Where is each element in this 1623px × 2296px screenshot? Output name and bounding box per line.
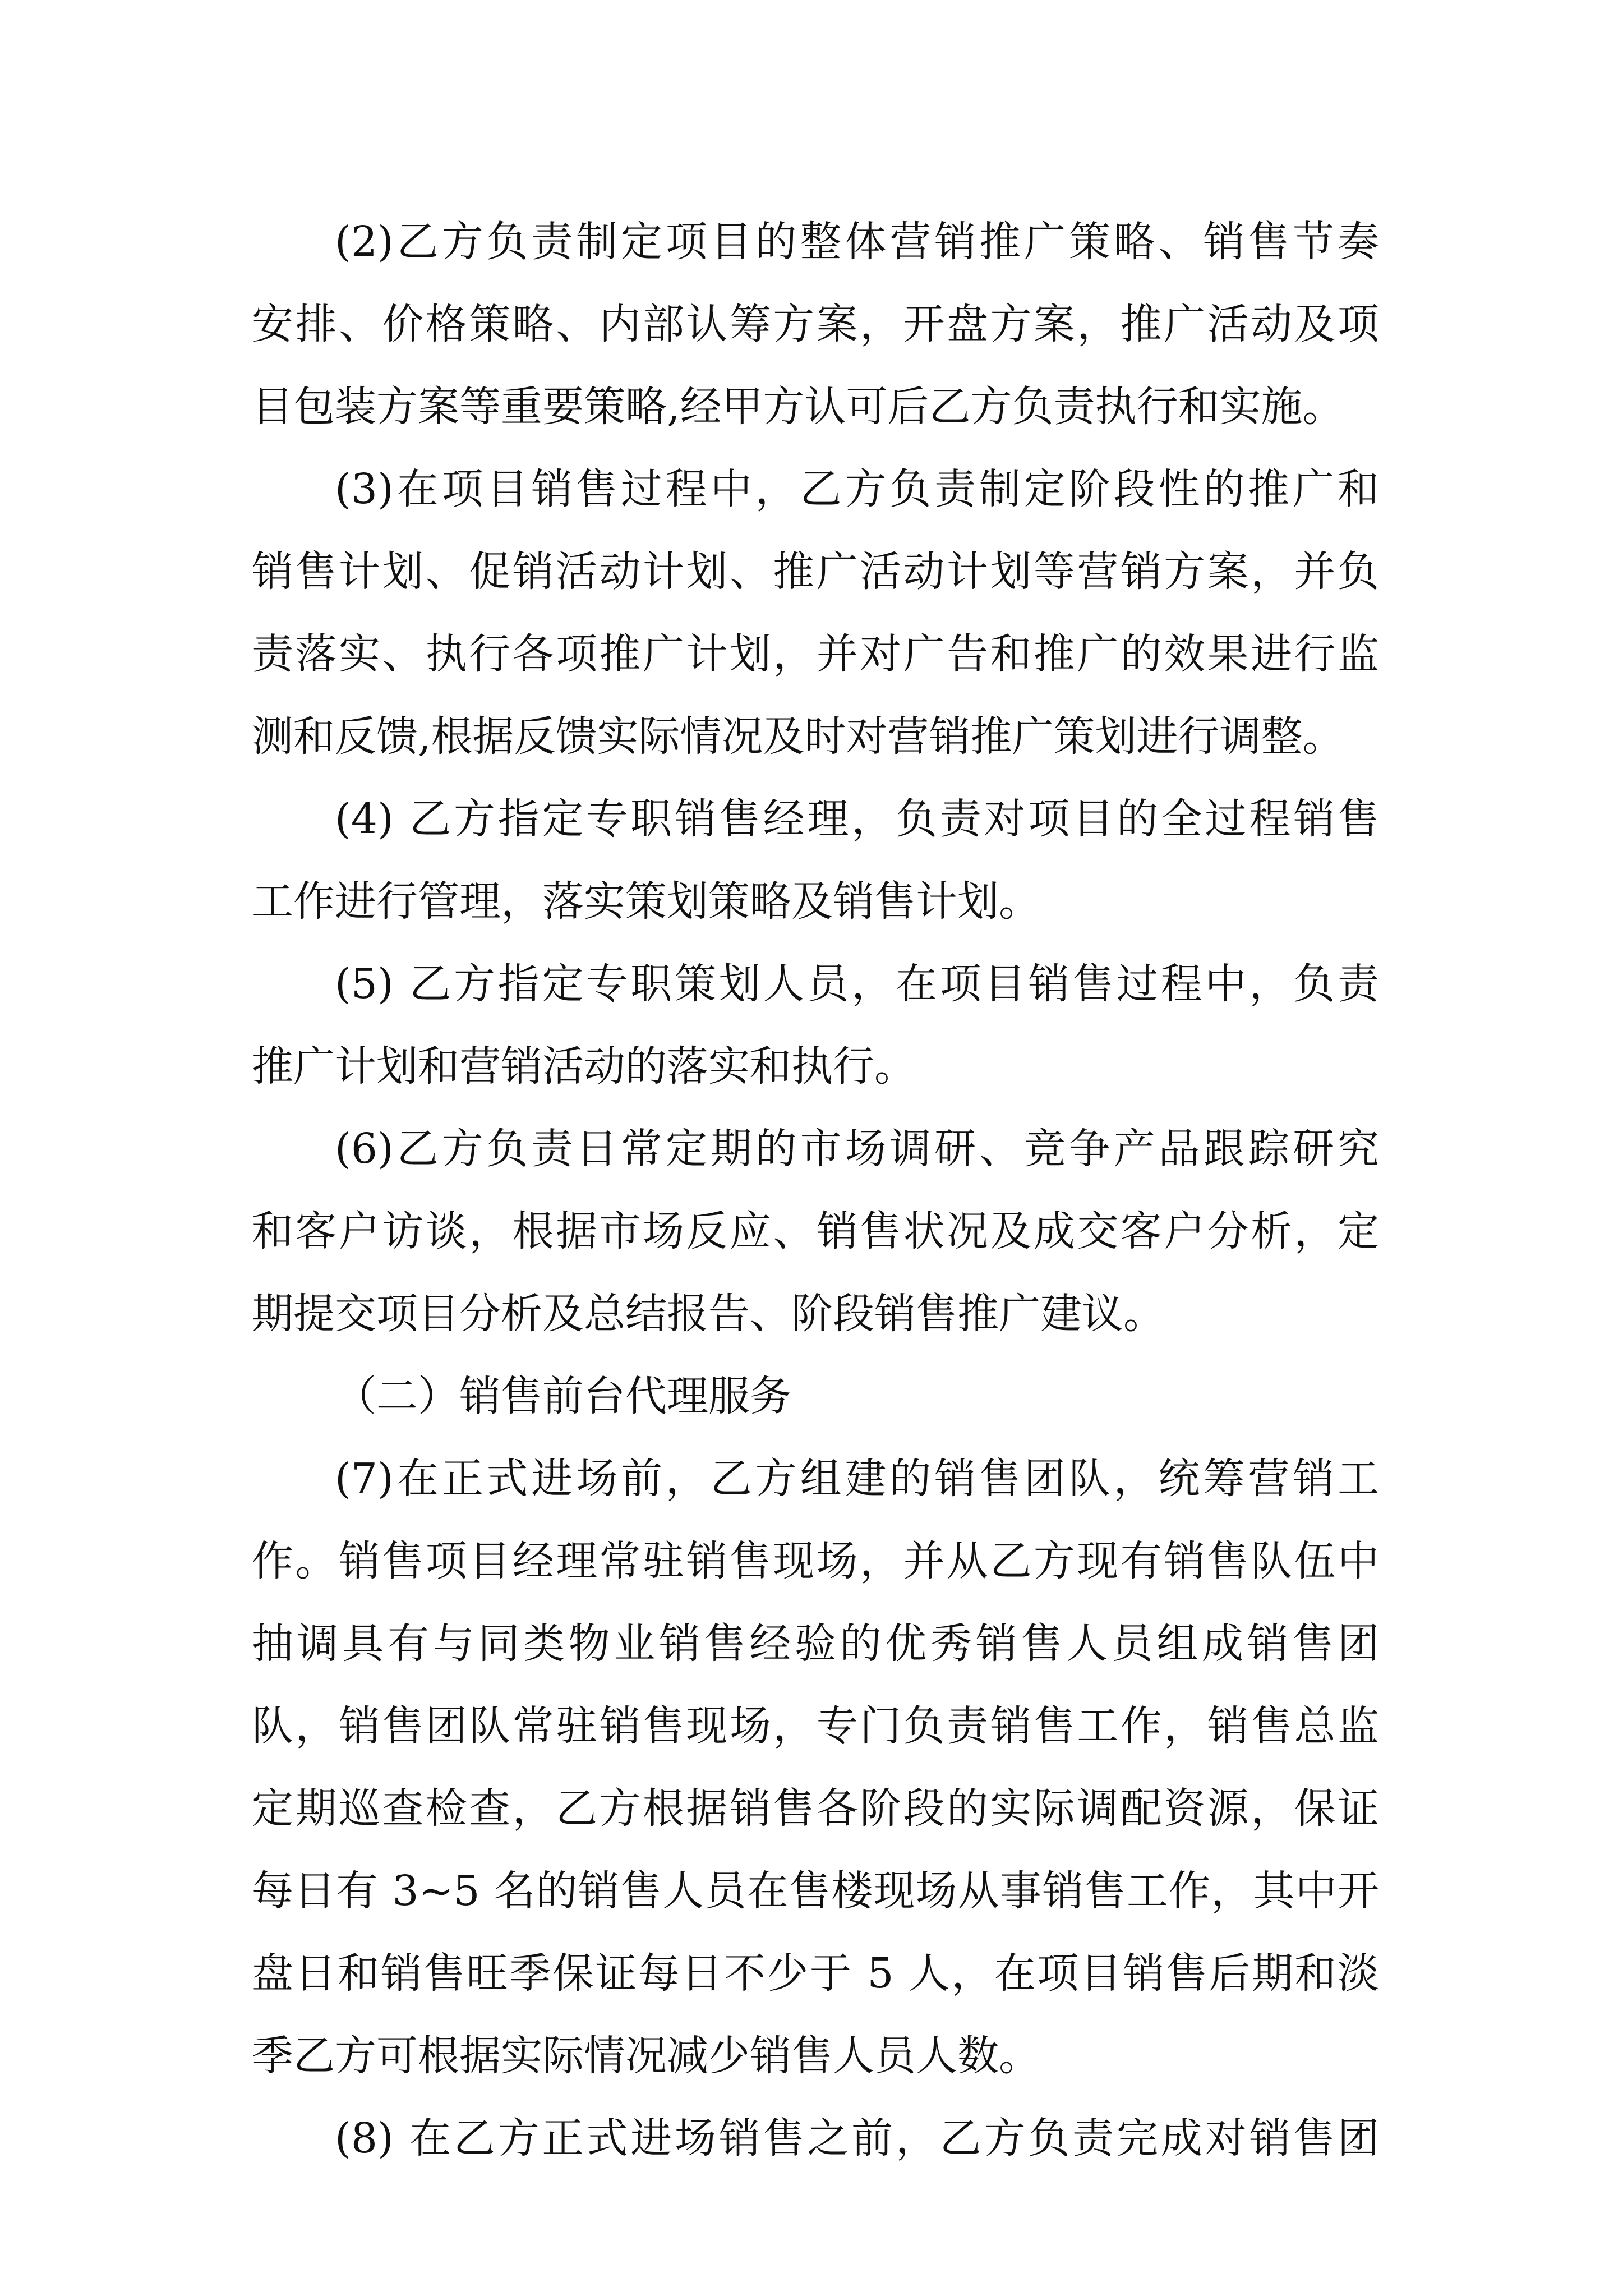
text-line: (8) 在乙方正式进场销售之前，乙方负责完成对销售团 — [335, 2114, 1379, 2162]
text-line: 目包装方案等重要策略,经甲方认可后乙方负责执行和实施。 — [252, 383, 1344, 431]
text-line: 销售计划、促销活动计划、推广活动计划等营销方案，并负 — [252, 547, 1379, 596]
text-line: 安排、价格策略、内部认筹方案，开盘方案，推广活动及项 — [252, 300, 1379, 348]
text-line: 定期巡查检查，乙方根据销售各阶段的实际调配资源，保证 — [252, 1784, 1379, 1833]
text-line: 工作进行管理，落实策划策略及销售计划。 — [252, 877, 1040, 926]
text-line: 责落实、执行各项推广计划，并对广告和推广的效果进行监 — [252, 630, 1379, 678]
text-line: 抽调具有与同类物业销售经验的优秀销售人员组成销售团 — [252, 1619, 1379, 1668]
text-line: 队，销售团队常驻销售现场，专门负责销售工作，销售总监 — [252, 1702, 1379, 1750]
text-line: 季乙方可根据实际情况减少销售人员人数。 — [252, 2032, 1040, 2080]
document-body — [252, 215, 1379, 2194]
text-line: (3)在项目销售过程中，乙方负责制定阶段性的推广和 — [335, 465, 1379, 513]
text-line: 推广计划和营销活动的落实和执行。 — [252, 1042, 916, 1091]
text-line: (6)乙方负责日常定期的市场调研、竞争产品跟踪研究 — [335, 1125, 1379, 1173]
text-line: (5) 乙方指定专职策划人员，在项目销售过程中，负责 — [335, 960, 1379, 1008]
text-line: (7)在正式进场前，乙方组建的销售团队，统筹营销工 — [335, 1455, 1379, 1503]
text-line: 期提交项目分析及总结报告、阶段销售推广建议。 — [252, 1290, 1165, 1338]
text-line: (2)乙方负责制定项目的整体营销推广策略、销售节奏 — [335, 218, 1379, 266]
text-line: 每日有 3~5 名的销售人员在售楼现场从事销售工作，其中开 — [252, 1867, 1379, 1915]
section-heading: （二）销售前台代理服务 — [335, 1372, 791, 1420]
text-line: 测和反馈,根据反馈实际情况及时对营销推广策划进行调整。 — [252, 712, 1344, 761]
text-line: 和客户访谈，根据市场反应、销售状况及成交客户分析，定 — [252, 1207, 1379, 1255]
text-line: 盘日和销售旺季保证每日不少于 5 人，在项目销售后期和淡 — [252, 1949, 1379, 1998]
text-line: 作。销售项目经理常驻销售现场，并从乙方现有销售队伍中 — [252, 1537, 1379, 1585]
text-line: (4) 乙方指定专职销售经理，负责对项目的全过程销售 — [335, 795, 1379, 843]
